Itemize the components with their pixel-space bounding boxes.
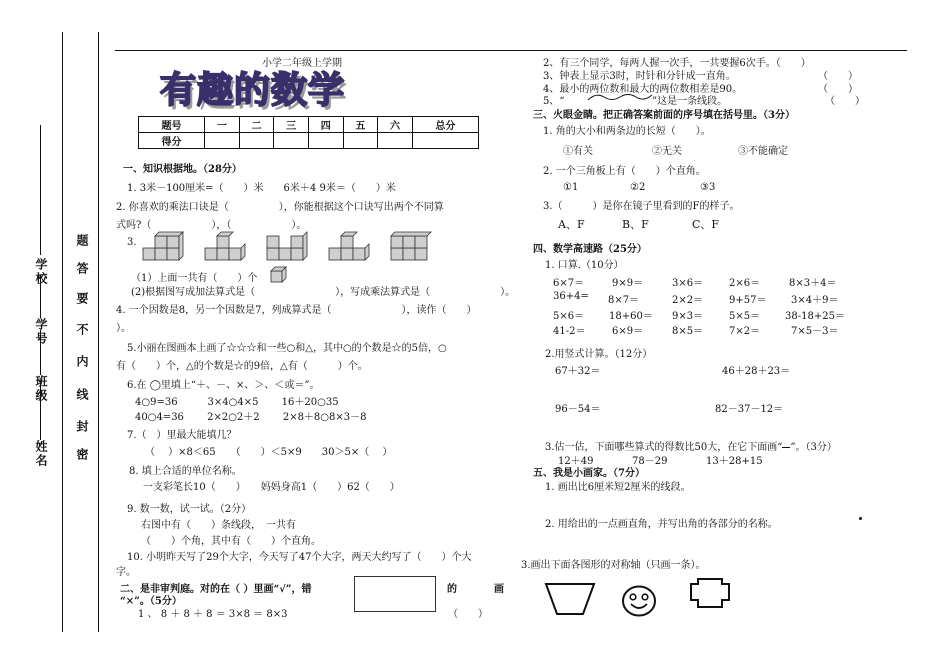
s1-q2b: 式吗?（ ），（ ）。 bbox=[116, 220, 307, 231]
binding-line-left bbox=[62, 32, 63, 632]
score-input[interactable] bbox=[308, 133, 343, 149]
given-point-icon bbox=[859, 517, 862, 520]
score-input[interactable] bbox=[274, 133, 309, 149]
score-cell: 得分 bbox=[139, 133, 205, 149]
calc-item: 2×6＝ bbox=[729, 278, 761, 289]
vertical-calc-2: 46＋28＋23＝ bbox=[722, 366, 791, 377]
seal-char: 题 bbox=[75, 234, 89, 248]
s1-q8-row: 一支彩笔长10（ ） 妈妈身高1（ ）62（ ） bbox=[143, 482, 400, 493]
s5-q3: 3.画出下面各图形的对称轴（只画一条）。 bbox=[521, 560, 706, 571]
s3-q2: 2. 一个三角板上有（ ）个直角。 bbox=[543, 166, 706, 177]
s3-q1: 1. 角的大小和两条边的长短（ ）。 bbox=[543, 126, 711, 137]
s2-q5a: 5、“ bbox=[543, 96, 565, 107]
cube-stack bbox=[391, 232, 431, 260]
estimate-item[interactable]: 78－29 bbox=[632, 456, 668, 467]
s1-q6-row1: 4○9=36 3×4○4×5 16＋20○35 bbox=[135, 397, 339, 408]
seal-char: 要 bbox=[75, 292, 89, 306]
s1-q9a: 右图中有（ ）条线段， 一共有 bbox=[141, 520, 296, 531]
s2-q5-paren: （ ） bbox=[825, 96, 865, 107]
cube-stacks bbox=[143, 232, 443, 268]
s1-q3a: （1）上面一共有（ ）个 bbox=[131, 273, 258, 284]
s2-q5b: ”这是一条线段。 bbox=[652, 96, 728, 107]
field-school-blank[interactable] bbox=[40, 125, 41, 255]
calc-item: 3×6＝ bbox=[672, 278, 704, 289]
score-cell: 一 bbox=[205, 117, 240, 133]
s1-q8: 8. 填上合适的单位名称。 bbox=[129, 466, 242, 477]
s1-q4b: ）。 bbox=[116, 323, 131, 334]
calc-item: 6×7＝ bbox=[553, 278, 585, 289]
field-name-label: 姓名 bbox=[34, 440, 48, 468]
score-input[interactable] bbox=[205, 133, 240, 149]
section5-heading: 五、我是小画家。（7分） bbox=[533, 468, 645, 479]
s2-q1-paren: （ ） bbox=[448, 609, 488, 620]
s3-q2-opt1[interactable]: ①1 bbox=[563, 182, 579, 193]
score-input[interactable] bbox=[343, 133, 378, 149]
calc-item: 3×4＋9＝ bbox=[791, 295, 839, 306]
s1-q9b: （ ）个角，其中有（ ）个直角。 bbox=[141, 536, 321, 547]
s2-q3: 3、钟表上显示3时，时针和分针成一直角。 bbox=[543, 71, 736, 82]
estimate-item[interactable]: 13＋28+15 bbox=[706, 456, 763, 467]
s1-q4a: 4. 一个因数是8，另一个因数是7，列成算式是（ ），读作（ ） bbox=[116, 305, 477, 316]
score-cell: 题号 bbox=[139, 117, 205, 133]
score-input[interactable] bbox=[412, 133, 478, 149]
score-cell: 三 bbox=[274, 117, 309, 133]
s1-q6-row2: 40○4=36 2×2○2＋2 2×8＋8○8×3－8 bbox=[135, 412, 367, 423]
cube-stack bbox=[205, 232, 245, 260]
s4-part3-text: 3.估一估，下面哪些算式的得数比50大，在它下面画“ bbox=[545, 442, 783, 453]
cube-stack bbox=[329, 232, 369, 260]
score-input[interactable] bbox=[239, 133, 274, 149]
section2-heading-b: “×”。（5分） bbox=[120, 596, 182, 607]
score-cell: 六 bbox=[378, 117, 413, 133]
calc-item: 8×3＋4＝ bbox=[789, 278, 837, 289]
s1-q5a: 5.小丽在图画本上画了☆☆☆和一些○和△，其中○的个数是☆的5倍，○ bbox=[127, 343, 447, 354]
score-cell: 总分 bbox=[412, 117, 478, 133]
s3-q2-opt3[interactable]: ③3 bbox=[700, 182, 716, 193]
s1-q2a: 2. 你喜欢的乘法口诀是（ ），你能根据这个口诀写出两个不同算 bbox=[116, 202, 444, 213]
calc-item: 5×5＝ bbox=[729, 311, 761, 322]
section1-heading: 一、知识根据地。（28分） bbox=[123, 164, 242, 175]
wavy-line-icon bbox=[588, 92, 652, 102]
s4-part2: 2.用竖式计算。（12分） bbox=[545, 349, 653, 360]
s3-q3-optC[interactable]: C、F bbox=[692, 218, 720, 231]
field-number-label: 学号 bbox=[34, 318, 48, 346]
calc-item: 2×2＝ bbox=[672, 295, 704, 306]
s2-q1: 1 、 8 ＋ 8 ＋ 8 ＝ 3×8 ＝ 8×3 bbox=[138, 609, 288, 620]
vertical-calc-3: 96－54＝ bbox=[555, 404, 601, 415]
trapezoid-icon bbox=[545, 583, 595, 615]
score-cell: 四 bbox=[308, 117, 343, 133]
s2-q2: 2、有三个同学，每两人握一次手，一共要握6次手。（ ） bbox=[543, 58, 811, 69]
s4-part1: 1. 口算.（10分） bbox=[545, 260, 624, 271]
section2-heading-mid2: 画 bbox=[494, 584, 504, 595]
field-school-label: 学校 bbox=[34, 258, 48, 286]
cube-stack bbox=[143, 232, 183, 260]
s3-q2-opt2[interactable]: ②2 bbox=[630, 182, 646, 193]
s1-q5b: 有（ ）个，△的个数是☆的9倍，△有（ ）个。 bbox=[116, 361, 368, 372]
s3-q3-optA[interactable]: A、F bbox=[558, 218, 585, 231]
s1-q1: 1. 3米－100厘米=（ ）米 6米＋4 9米＝（ ）米 bbox=[127, 183, 396, 194]
seal-char: 不 bbox=[75, 323, 89, 337]
s2-q4-paren: （ ） bbox=[818, 84, 858, 95]
field-class-label: 班级 bbox=[34, 375, 48, 403]
section2-heading-mid1: 的 bbox=[447, 584, 457, 595]
section3-heading: 三、火眼金睛。把正确答案前面的序号填在括号里。（3分） bbox=[533, 110, 795, 121]
s1-q10a: 10. 小明昨天写了29个大字，今天写了47个大字，两天大约写了（ ）个大 bbox=[127, 552, 472, 563]
seal-char: 内 bbox=[75, 355, 89, 369]
header-rule bbox=[115, 50, 907, 51]
smiley-face-icon bbox=[621, 585, 657, 617]
calc-item: 36+4= bbox=[553, 291, 589, 302]
s1-q7-row: （ ）×8＜65 （ ）＜5×9 30＞5×（ ） bbox=[145, 447, 393, 458]
score-table bbox=[138, 116, 479, 149]
cross-shape-icon bbox=[690, 578, 730, 608]
section2-heading-a: 二、是非审判庭。对的在（ ）里画“√”，错 bbox=[120, 584, 312, 595]
s4-part3-text-b: ”。（3分） bbox=[790, 442, 837, 453]
score-cell: 二 bbox=[239, 117, 274, 133]
score-input[interactable] bbox=[378, 133, 413, 149]
single-cube-icon bbox=[271, 267, 287, 283]
s4-part3 bbox=[545, 438, 837, 453]
seal-char: 密 bbox=[75, 448, 89, 462]
section4-heading: 四、数学高速路（25分） bbox=[533, 244, 647, 255]
score-value-row bbox=[139, 133, 479, 149]
score-cell: 五 bbox=[343, 117, 378, 133]
calc-item: 7×5－3＝ bbox=[791, 326, 839, 337]
calc-item: 5×6＝ bbox=[553, 311, 585, 322]
calc-item: 8×5＝ bbox=[672, 326, 704, 337]
s3-q1-opt3[interactable]: ③不能确定 bbox=[738, 146, 788, 157]
seal-char: 封 bbox=[75, 420, 89, 434]
calc-item: 9+57＝ bbox=[729, 295, 767, 306]
score-header-row bbox=[139, 117, 479, 133]
calc-item: 6×9＝ bbox=[612, 326, 644, 337]
calc-item: 9×9＝ bbox=[612, 278, 644, 289]
calc-item: 18+60＝ bbox=[609, 311, 653, 322]
s1-q6: 6.在 ◯里填上“＋、－、×、＞、＜或＝”。 bbox=[127, 380, 320, 391]
seal-char: 线 bbox=[75, 388, 89, 402]
s2-q3-paren: （ ） bbox=[818, 71, 858, 82]
calc-item: 38-18+25＝ bbox=[785, 311, 845, 322]
page-title: 有趣的数学 bbox=[160, 70, 346, 111]
s5-q2: 2. 用给出的一点画直角，并写出角的各部分的名称。 bbox=[545, 519, 778, 530]
s2-q4: 4、最小的两位数和最大的两位数相差是90。 bbox=[543, 84, 743, 95]
calc-item: 7×2＝ bbox=[729, 326, 761, 337]
s1-q7: 7.（ ）里最大能填几？ bbox=[127, 430, 237, 441]
seal-char: 答 bbox=[75, 262, 89, 276]
s2-answer-box[interactable] bbox=[354, 576, 436, 612]
cube-stack bbox=[267, 232, 307, 260]
s1-q3b: (2)根据图写成加法算式是（ ），写成乘法算式是（ ）。 bbox=[131, 287, 516, 298]
s1-q10b: 字。 bbox=[116, 567, 136, 578]
calc-item: 8×7＝ bbox=[608, 295, 640, 306]
subtitle: 小学二年级上学期 bbox=[262, 58, 342, 69]
s3-q1-opt1[interactable]: ①有关 bbox=[563, 146, 593, 157]
vertical-calc-1: 67＋32＝ bbox=[555, 366, 601, 377]
binding-line-right bbox=[98, 32, 99, 632]
calc-item: 9×3＝ bbox=[672, 311, 704, 322]
s1-q3-num: 3. bbox=[127, 237, 137, 248]
estimate-item[interactable]: 12＋49 bbox=[558, 456, 594, 467]
s3-q1-opt2[interactable]: ②无关 bbox=[652, 146, 682, 157]
s1-q9: 9. 数一数，试一试。（2分） bbox=[127, 504, 252, 515]
s3-q3-optB[interactable]: B、F bbox=[622, 218, 649, 231]
s3-q3: 3.（ ）是你在镜子里看到的F的样子。 bbox=[543, 201, 740, 212]
s5-q1: 1. 画出比6厘米短2厘米的线段。 bbox=[545, 482, 691, 493]
calc-item: 41-2＝ bbox=[553, 326, 586, 337]
vertical-calc-4: 82－37－12＝ bbox=[715, 404, 784, 415]
